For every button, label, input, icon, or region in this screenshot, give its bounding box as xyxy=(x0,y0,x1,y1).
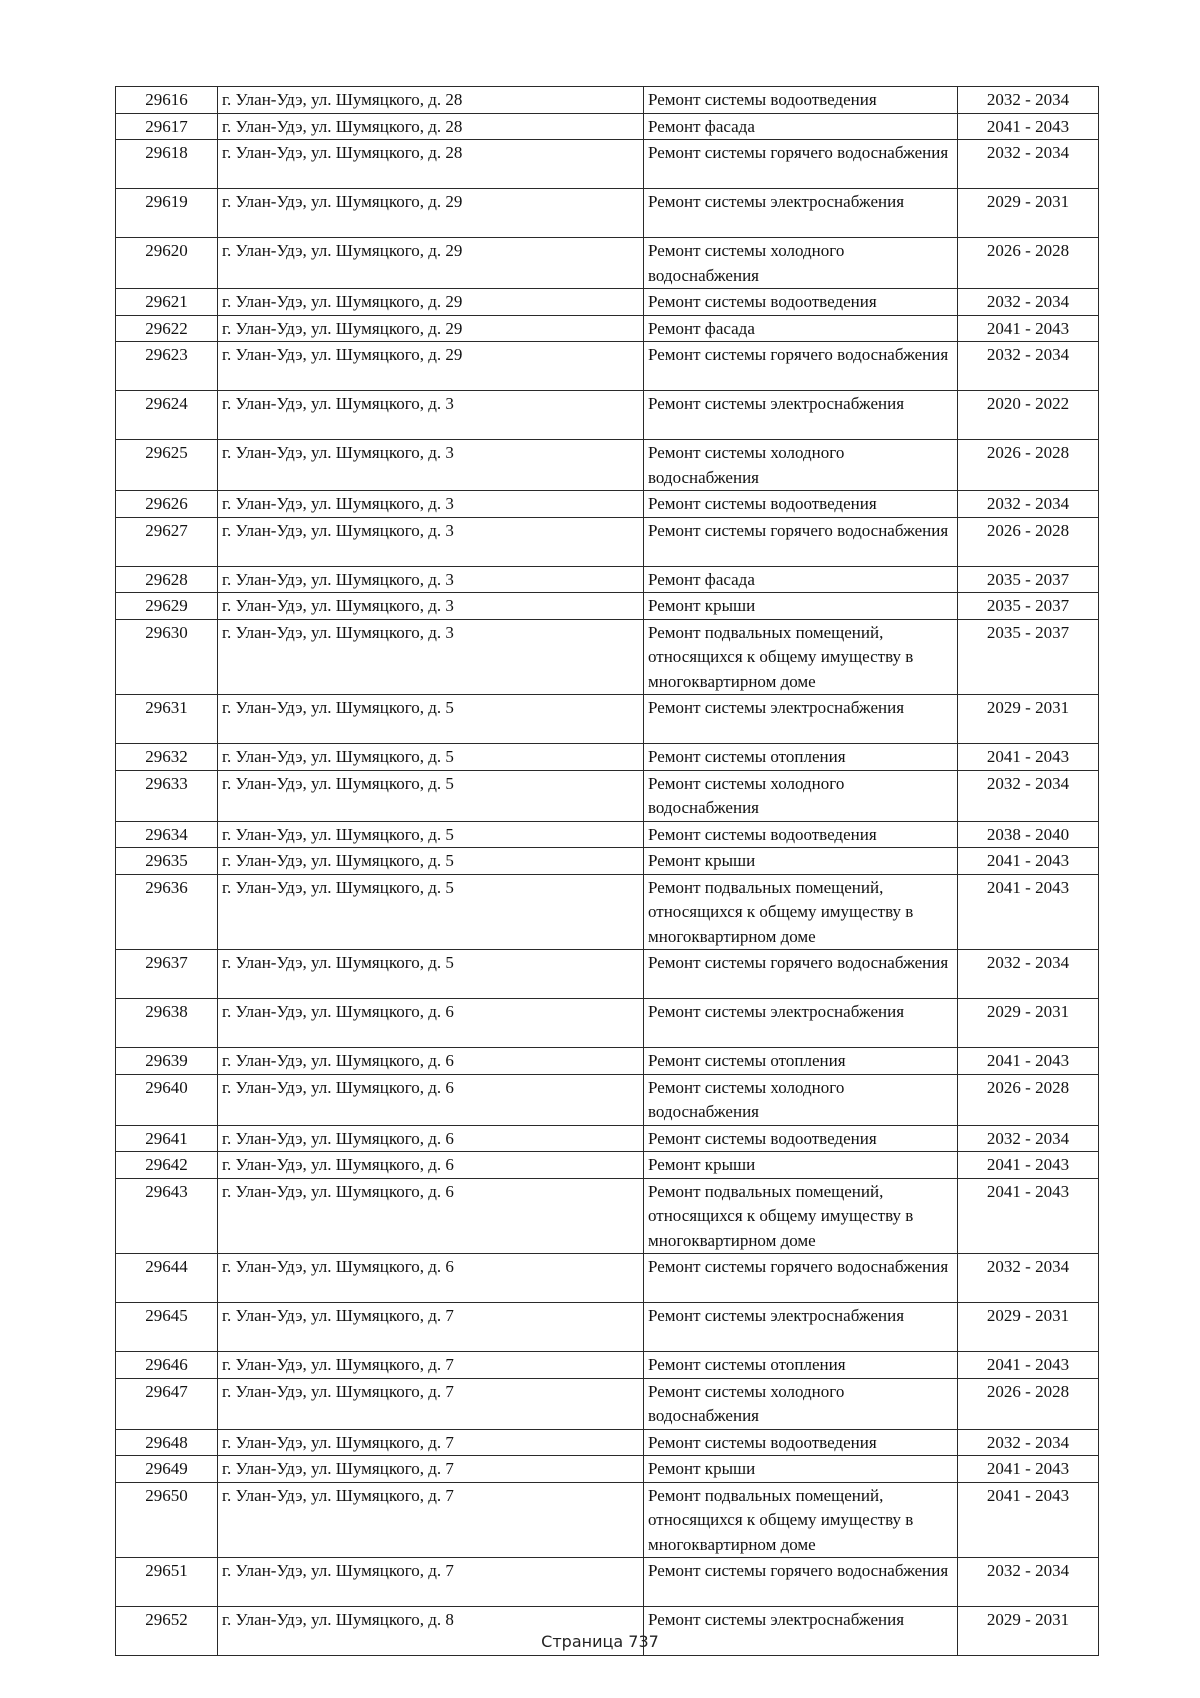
period-cell: 2032 - 2034 xyxy=(958,1429,1099,1456)
address-cell: г. Улан-Удэ, ул. Шумяцкого, д. 5 xyxy=(218,770,644,821)
work-type-cell: Ремонт системы горячего водоснабжения xyxy=(644,1558,958,1607)
period-cell: 2026 - 2028 xyxy=(958,1074,1099,1125)
record-number: 29651 xyxy=(116,1558,218,1607)
period-cell: 2035 - 2037 xyxy=(958,619,1099,695)
record-number: 29628 xyxy=(116,566,218,593)
table-row xyxy=(116,848,1099,875)
record-number: 29634 xyxy=(116,821,218,848)
address-cell: г. Улан-Удэ, ул. Шумяцкого, д. 3 xyxy=(218,517,644,566)
work-type-cell: Ремонт системы горячего водоснабжения xyxy=(644,140,958,189)
record-number: 29638 xyxy=(116,999,218,1048)
table-row xyxy=(116,1303,1099,1352)
work-type-cell: Ремонт системы электроснабжения xyxy=(644,189,958,238)
period-cell: 2035 - 2037 xyxy=(958,566,1099,593)
work-type-cell: Ремонт подвальных помещений, относящихся к общему имуществу в многоквартирном доме xyxy=(644,1482,958,1558)
period-cell: 2026 - 2028 xyxy=(958,238,1099,289)
work-type-cell: Ремонт системы холодного водоснабжения xyxy=(644,440,958,491)
address-cell: г. Улан-Удэ, ул. Шумяцкого, д. 3 xyxy=(218,491,644,518)
address-cell: г. Улан-Удэ, ул. Шумяцкого, д. 6 xyxy=(218,1178,644,1254)
address-cell: г. Улан-Удэ, ул. Шумяцкого, д. 6 xyxy=(218,1074,644,1125)
work-type-cell: Ремонт системы водоотведения xyxy=(644,491,958,518)
record-number: 29642 xyxy=(116,1152,218,1179)
record-number: 29635 xyxy=(116,848,218,875)
table-row xyxy=(116,391,1099,440)
table-row xyxy=(116,87,1099,114)
table-row xyxy=(116,1482,1099,1558)
work-type-cell: Ремонт системы электроснабжения xyxy=(644,999,958,1048)
record-number: 29647 xyxy=(116,1378,218,1429)
address-cell: г. Улан-Удэ, ул. Шумяцкого, д. 3 xyxy=(218,593,644,620)
address-cell: г. Улан-Удэ, ул. Шумяцкого, д. 28 xyxy=(218,113,644,140)
table-row xyxy=(116,1352,1099,1379)
address-cell: г. Улан-Удэ, ул. Шумяцкого, д. 29 xyxy=(218,238,644,289)
table-row xyxy=(116,342,1099,391)
work-type-cell: Ремонт системы горячего водоснабжения xyxy=(644,517,958,566)
record-number: 29649 xyxy=(116,1456,218,1483)
period-cell: 2035 - 2037 xyxy=(958,593,1099,620)
work-type-cell: Ремонт системы электроснабжения xyxy=(644,391,958,440)
address-cell: г. Улан-Удэ, ул. Шумяцкого, д. 5 xyxy=(218,874,644,950)
record-number: 29637 xyxy=(116,950,218,999)
period-cell: 2041 - 2043 xyxy=(958,744,1099,771)
period-cell: 2032 - 2034 xyxy=(958,1254,1099,1303)
record-number: 29631 xyxy=(116,695,218,744)
record-number: 29640 xyxy=(116,1074,218,1125)
address-cell: г. Улан-Удэ, ул. Шумяцкого, д. 29 xyxy=(218,342,644,391)
period-cell: 2026 - 2028 xyxy=(958,440,1099,491)
address-cell: г. Улан-Удэ, ул. Шумяцкого, д. 5 xyxy=(218,848,644,875)
period-cell: 2032 - 2034 xyxy=(958,1125,1099,1152)
work-type-cell: Ремонт фасада xyxy=(644,113,958,140)
work-type-cell: Ремонт системы горячего водоснабжения xyxy=(644,950,958,999)
table-row xyxy=(116,238,1099,289)
record-number: 29644 xyxy=(116,1254,218,1303)
address-cell: г. Улан-Удэ, ул. Шумяцкого, д. 6 xyxy=(218,999,644,1048)
address-cell: г. Улан-Удэ, ул. Шумяцкого, д. 3 xyxy=(218,619,644,695)
period-cell: 2029 - 2031 xyxy=(958,1303,1099,1352)
period-cell: 2041 - 2043 xyxy=(958,874,1099,950)
period-cell: 2029 - 2031 xyxy=(958,999,1099,1048)
table-row xyxy=(116,1178,1099,1254)
address-cell: г. Улан-Удэ, ул. Шумяцкого, д. 3 xyxy=(218,440,644,491)
period-cell: 2041 - 2043 xyxy=(958,1482,1099,1558)
address-cell: г. Улан-Удэ, ул. Шумяцкого, д. 6 xyxy=(218,1152,644,1179)
address-cell: г. Улан-Удэ, ул. Шумяцкого, д. 7 xyxy=(218,1378,644,1429)
work-type-cell: Ремонт фасада xyxy=(644,315,958,342)
address-cell: г. Улан-Удэ, ул. Шумяцкого, д. 3 xyxy=(218,566,644,593)
record-number: 29616 xyxy=(116,87,218,114)
table-row xyxy=(116,619,1099,695)
work-type-cell: Ремонт системы холодного водоснабжения xyxy=(644,238,958,289)
period-cell: 2041 - 2043 xyxy=(958,1456,1099,1483)
record-number: 29636 xyxy=(116,874,218,950)
record-number: 29643 xyxy=(116,1178,218,1254)
work-type-cell: Ремонт крыши xyxy=(644,1456,958,1483)
address-cell: г. Улан-Удэ, ул. Шумяцкого, д. 5 xyxy=(218,695,644,744)
period-cell: 2029 - 2031 xyxy=(958,189,1099,238)
record-number: 29646 xyxy=(116,1352,218,1379)
table-row xyxy=(116,1048,1099,1075)
period-cell: 2041 - 2043 xyxy=(958,113,1099,140)
period-cell: 2032 - 2034 xyxy=(958,289,1099,316)
record-number: 29630 xyxy=(116,619,218,695)
period-cell: 2032 - 2034 xyxy=(958,770,1099,821)
period-cell: 2041 - 2043 xyxy=(958,848,1099,875)
table-row xyxy=(116,770,1099,821)
record-number: 29621 xyxy=(116,289,218,316)
work-type-cell: Ремонт подвальных помещений, относящихся к общему имуществу в многоквартирном доме xyxy=(644,874,958,950)
period-cell: 2032 - 2034 xyxy=(958,1558,1099,1607)
record-number: 29629 xyxy=(116,593,218,620)
table-row xyxy=(116,1074,1099,1125)
address-cell: г. Улан-Удэ, ул. Шумяцкого, д. 7 xyxy=(218,1352,644,1379)
work-type-cell: Ремонт системы отопления xyxy=(644,1048,958,1075)
period-cell: 2029 - 2031 xyxy=(958,695,1099,744)
table-row xyxy=(116,1456,1099,1483)
work-type-cell: Ремонт системы водоотведения xyxy=(644,1125,958,1152)
period-cell: 2026 - 2028 xyxy=(958,517,1099,566)
table-row xyxy=(116,113,1099,140)
table-row xyxy=(116,1378,1099,1429)
period-cell: 2032 - 2034 xyxy=(958,491,1099,518)
table-row xyxy=(116,821,1099,848)
period-cell: 2032 - 2034 xyxy=(958,342,1099,391)
table-row xyxy=(116,695,1099,744)
address-cell: г. Улан-Удэ, ул. Шумяцкого, д. 7 xyxy=(218,1429,644,1456)
record-number: 29627 xyxy=(116,517,218,566)
record-number: 29618 xyxy=(116,140,218,189)
period-cell: 2032 - 2034 xyxy=(958,950,1099,999)
record-number: 29623 xyxy=(116,342,218,391)
period-cell: 2032 - 2034 xyxy=(958,140,1099,189)
work-type-cell: Ремонт системы отопления xyxy=(644,1352,958,1379)
table-row xyxy=(116,1254,1099,1303)
work-type-cell: Ремонт системы электроснабжения xyxy=(644,1607,958,1656)
record-number: 29641 xyxy=(116,1125,218,1152)
table-body xyxy=(116,87,1099,1656)
record-number: 29648 xyxy=(116,1429,218,1456)
table-row xyxy=(116,744,1099,771)
record-number: 29650 xyxy=(116,1482,218,1558)
work-type-cell: Ремонт фасада xyxy=(644,566,958,593)
work-type-cell: Ремонт системы водоотведения xyxy=(644,821,958,848)
address-cell: г. Улан-Удэ, ул. Шумяцкого, д. 3 xyxy=(218,391,644,440)
work-type-cell: Ремонт системы холодного водоснабжения xyxy=(644,770,958,821)
table-row xyxy=(116,189,1099,238)
page-number: Страница 737 xyxy=(541,1632,659,1651)
record-number: 29633 xyxy=(116,770,218,821)
address-cell: г. Улан-Удэ, ул. Шумяцкого, д. 6 xyxy=(218,1125,644,1152)
period-cell: 2041 - 2043 xyxy=(958,315,1099,342)
address-cell: г. Улан-Удэ, ул. Шумяцкого, д. 6 xyxy=(218,1048,644,1075)
work-type-cell: Ремонт системы холодного водоснабжения xyxy=(644,1074,958,1125)
address-cell: г. Улан-Удэ, ул. Шумяцкого, д. 28 xyxy=(218,87,644,114)
record-number: 29619 xyxy=(116,189,218,238)
work-type-cell: Ремонт системы горячего водоснабжения xyxy=(644,342,958,391)
period-cell: 2041 - 2043 xyxy=(958,1352,1099,1379)
table-row xyxy=(116,1152,1099,1179)
work-type-cell: Ремонт крыши xyxy=(644,1152,958,1179)
period-cell: 2041 - 2043 xyxy=(958,1152,1099,1179)
work-type-cell: Ремонт крыши xyxy=(644,848,958,875)
record-number: 29625 xyxy=(116,440,218,491)
address-cell: г. Улан-Удэ, ул. Шумяцкого, д. 5 xyxy=(218,821,644,848)
work-type-cell: Ремонт системы электроснабжения xyxy=(644,1303,958,1352)
record-number: 29620 xyxy=(116,238,218,289)
work-type-cell: Ремонт системы электроснабжения xyxy=(644,695,958,744)
period-cell: 2041 - 2043 xyxy=(958,1048,1099,1075)
record-number: 29645 xyxy=(116,1303,218,1352)
period-cell: 2038 - 2040 xyxy=(958,821,1099,848)
address-cell: г. Улан-Удэ, ул. Шумяцкого, д. 7 xyxy=(218,1558,644,1607)
work-type-cell: Ремонт системы водоотведения xyxy=(644,1429,958,1456)
work-type-cell: Ремонт системы водоотведения xyxy=(644,289,958,316)
table-row xyxy=(116,440,1099,491)
table-row xyxy=(116,593,1099,620)
work-type-cell: Ремонт крыши xyxy=(644,593,958,620)
work-type-cell: Ремонт системы отопления xyxy=(644,744,958,771)
record-number: 29622 xyxy=(116,315,218,342)
address-cell: г. Улан-Удэ, ул. Шумяцкого, д. 8 xyxy=(218,1607,644,1656)
table-row xyxy=(116,1125,1099,1152)
address-cell: г. Улан-Удэ, ул. Шумяцкого, д. 29 xyxy=(218,189,644,238)
address-cell: г. Улан-Удэ, ул. Шумяцкого, д. 5 xyxy=(218,744,644,771)
work-type-cell: Ремонт системы холодного водоснабжения xyxy=(644,1378,958,1429)
record-number: 29626 xyxy=(116,491,218,518)
record-number: 29617 xyxy=(116,113,218,140)
address-cell: г. Улан-Удэ, ул. Шумяцкого, д. 6 xyxy=(218,1254,644,1303)
period-cell: 2020 - 2022 xyxy=(958,391,1099,440)
address-cell: г. Улан-Удэ, ул. Шумяцкого, д. 7 xyxy=(218,1482,644,1558)
period-cell: 2026 - 2028 xyxy=(958,1378,1099,1429)
record-number: 29624 xyxy=(116,391,218,440)
address-cell: г. Улан-Удэ, ул. Шумяцкого, д. 28 xyxy=(218,140,644,189)
table-row xyxy=(116,491,1099,518)
table-row xyxy=(116,289,1099,316)
address-cell: г. Улан-Удэ, ул. Шумяцкого, д. 5 xyxy=(218,950,644,999)
table-row xyxy=(116,874,1099,950)
table-row xyxy=(116,315,1099,342)
table-row xyxy=(116,566,1099,593)
repair-schedule-table xyxy=(115,86,1099,1656)
table-row xyxy=(116,1558,1099,1607)
work-type-cell: Ремонт системы горячего водоснабжения xyxy=(644,1254,958,1303)
table-row xyxy=(116,1429,1099,1456)
record-number: 29652 xyxy=(116,1607,218,1656)
period-cell: 2041 - 2043 xyxy=(958,1178,1099,1254)
record-number: 29632 xyxy=(116,744,218,771)
address-cell: г. Улан-Удэ, ул. Шумяцкого, д. 29 xyxy=(218,315,644,342)
work-type-cell: Ремонт системы водоотведения xyxy=(644,87,958,114)
record-number: 29639 xyxy=(116,1048,218,1075)
table-row xyxy=(116,950,1099,999)
table-row xyxy=(116,140,1099,189)
address-cell: г. Улан-Удэ, ул. Шумяцкого, д. 29 xyxy=(218,289,644,316)
period-cell: 2032 - 2034 xyxy=(958,87,1099,114)
address-cell: г. Улан-Удэ, ул. Шумяцкого, д. 7 xyxy=(218,1303,644,1352)
work-type-cell: Ремонт подвальных помещений, относящихся к общему имуществу в многоквартирном доме xyxy=(644,1178,958,1254)
period-cell: 2029 - 2031 xyxy=(958,1607,1099,1656)
work-type-cell: Ремонт подвальных помещений, относящихся к общему имуществу в многоквартирном доме xyxy=(644,619,958,695)
address-cell: г. Улан-Удэ, ул. Шумяцкого, д. 7 xyxy=(218,1456,644,1483)
table-row xyxy=(116,999,1099,1048)
table-row xyxy=(116,517,1099,566)
